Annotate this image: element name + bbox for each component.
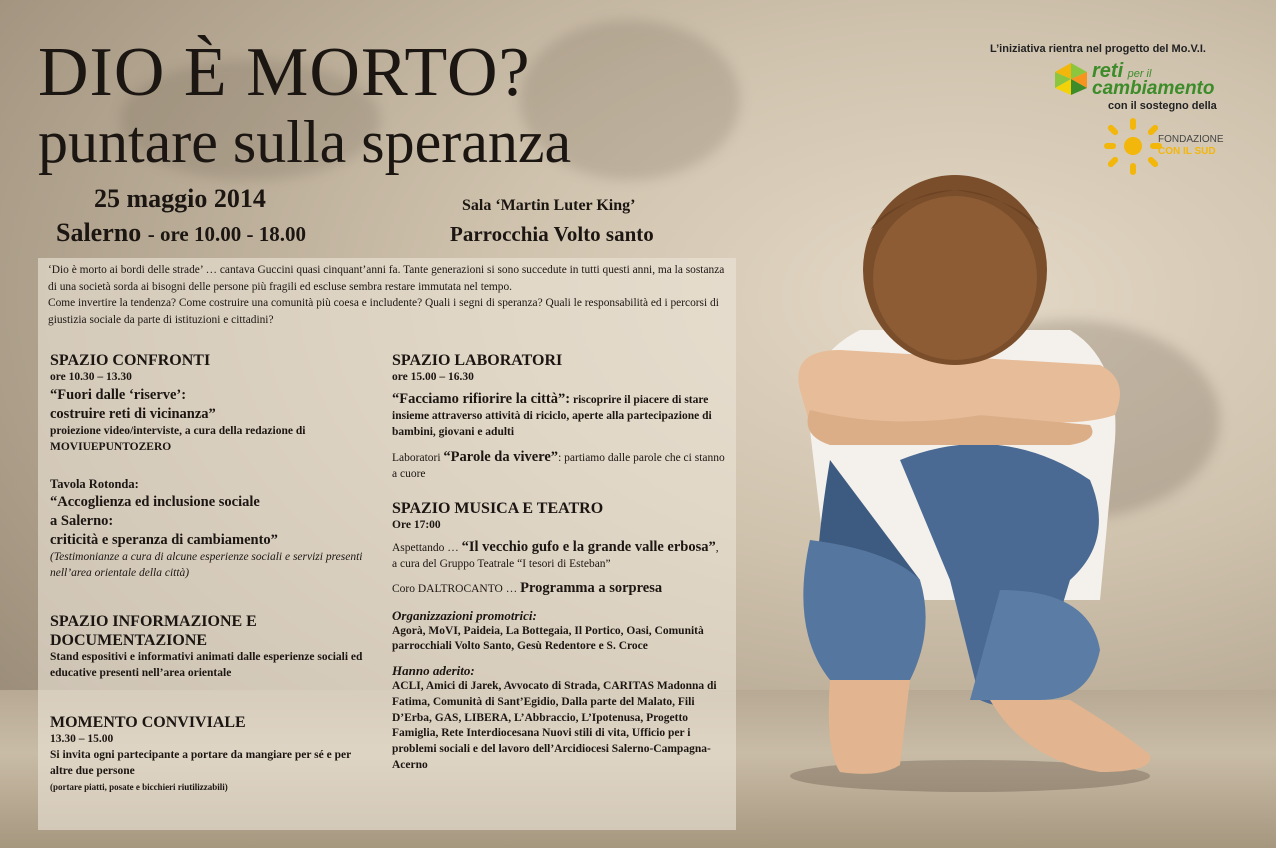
laboratori-heading: SPAZIO LABORATORI [392, 352, 563, 369]
coro-title: Programma a sorpresa [520, 579, 663, 596]
event-place-time [56, 218, 306, 248]
laboratori-description-2: : partiamo dalle parole che ci stanno a cuore [392, 452, 725, 481]
con-il-sud-word: CON IL SUD [1158, 146, 1216, 157]
tavola-title-2: a Salerno: [50, 513, 114, 530]
aderito-heading: Hanno aderito: [392, 663, 475, 679]
laboratori-title-2: “Parole da vivere” [443, 449, 559, 466]
reti-word: reti [1092, 60, 1124, 82]
laboratori-title-1: “Facciamo rifiorire la città”: [392, 390, 571, 407]
venue-parish: Parrocchia Volto santo [450, 222, 654, 246]
child-photo [770, 160, 1170, 800]
musica-time: Ore 17:00 [392, 519, 441, 532]
reti-logo-text-2 [1092, 78, 1214, 100]
organizzazioni-list: Agorà, MoVI, Paideia, La Bottegaia, Il Portico, Oasi, Comunità parrocchiali Volto Santo, Gesù Redentore e S. Croce [392, 624, 704, 653]
venue-hall: Sala ‘Martin Luter King’ [462, 197, 636, 214]
laboratori-time: ore 15.00 – 16.30 [392, 371, 474, 383]
intro-questions: Come invertire la tendenza? Come costruire una comunità più coesa e includente? Quali i segni di speranza? Quali le responsabilità ed i percorsi di giustizia sociale da parte di istituzioni e cittadini? [48, 297, 719, 326]
cambiamento-word: cambiamento [1092, 78, 1215, 99]
musica-title: “Il vecchio gufo e la grande valle erbosa” [461, 538, 716, 555]
coro-prefix: Coro DALTROCANTO … [392, 582, 518, 595]
event-time: - ore 10.00 - 18.00 [147, 222, 306, 246]
aderito-list: ACLI, Amici di Jarek, Avvocato di Strada, CARITAS Madonna di Fatima, Comunità di Sant’Egidio, Dalla parte del Malato, Fili D’Erba, GAS, LIBERA, L’Abbraccio, L’Ipotenusa, Progetto Famiglia, Rete Interdiocesana Nuovi stili di vita, Ufficio per i problemi sociali e del lavoro dell’Arcidiocesi Salerno-Campagna-Acerno [392, 679, 717, 771]
fondazione-word: FONDAZIONE [1158, 134, 1224, 145]
conviviale-heading: MOMENTO CONVIVIALE [50, 714, 246, 732]
coro-item [392, 579, 726, 598]
conviviale-description: Si invita ogni partecipante a portare da mangiare per sé e per altre due persone [50, 749, 352, 777]
musica-item [392, 538, 726, 573]
confronti-description: proiezione video/interviste, a cura della redazione di MOVIUEPUNTOZERO [50, 424, 306, 453]
info-heading-2: DOCUMENTAZIONE [50, 631, 208, 649]
event-date: 25 maggio 2014 [94, 184, 266, 213]
left-column [50, 351, 370, 796]
conviviale-time: 13.30 – 15.00 [50, 733, 114, 746]
musica-heading: SPAZIO MUSICA E TEATRO [392, 500, 604, 518]
fondazione-logo-text [1158, 134, 1224, 158]
laboratori-prefix: Laboratori [392, 452, 441, 465]
laboratori-item-2 [392, 448, 726, 483]
reti-per-il: per il [1127, 68, 1152, 80]
laboratori-description-1: riscoprire il piacere di stare insieme attraverso attività di riciclo, aperte alla partecipazione di bambini, giovani e adulti [392, 393, 712, 438]
support-note: con il sostegno della [1108, 100, 1217, 112]
confronti-title-2: costruire reti di vicinanza” [50, 405, 216, 422]
info-heading-1: SPAZIO INFORMAZIONE E [50, 612, 257, 630]
initiative-note: L’iniziativa rientra nel progetto del Mo.V.I. [990, 43, 1206, 55]
tavola-title-3: criticità e speranza di cambiamento” [50, 532, 278, 549]
musica-description: , a cura del Gruppo Teatrale “I tesori di Esteban” [392, 541, 719, 570]
tavola-heading: Tavola Rotonda: [50, 477, 139, 492]
right-column [392, 351, 726, 774]
musica-prefix: Aspettando … [392, 541, 459, 554]
info-description: Stand espositivi e informativi animati dalle esperienze sociali ed educative presenti nell’area orientale [50, 650, 363, 679]
confronti-title-1: “Fuori dalle ‘riserve’: [50, 386, 187, 403]
intro-paragraph: ‘Dio è morto ai bordi delle strade’ … cantava Guccini quasi cinquant’anni fa. Tante generazioni si sono succedute in tutti questi anni, ma la sostanza di una società sorda ai bisogni delle persone più fragili ed escluse sembra restare immutata nel tempo. [48, 264, 725, 293]
tavola-title-1: “Accoglienza ed inclusione sociale [50, 494, 260, 511]
confronti-heading: SPAZIO CONFRONTI [50, 352, 211, 369]
event-city: Salerno [56, 218, 142, 247]
page-title: DIO È MORTO? [38, 34, 531, 111]
reti-logo-icon [1054, 62, 1088, 96]
page-subtitle: puntare sulla speranza [38, 109, 572, 175]
laboratori-item-1 [392, 390, 726, 441]
organizzazioni-heading: Organizzazioni promotrici: [392, 607, 537, 623]
intro-text [48, 262, 726, 328]
conviviale-note: (portare piatti, posate e bicchieri riutilizzabili) [50, 781, 228, 792]
confronti-time: ore 10.30 – 13.30 [50, 371, 132, 383]
tavola-description: (Testimonianze a cura di alcune esperienze sociali e servizi presenti nell’area orientale della città) [50, 551, 363, 579]
